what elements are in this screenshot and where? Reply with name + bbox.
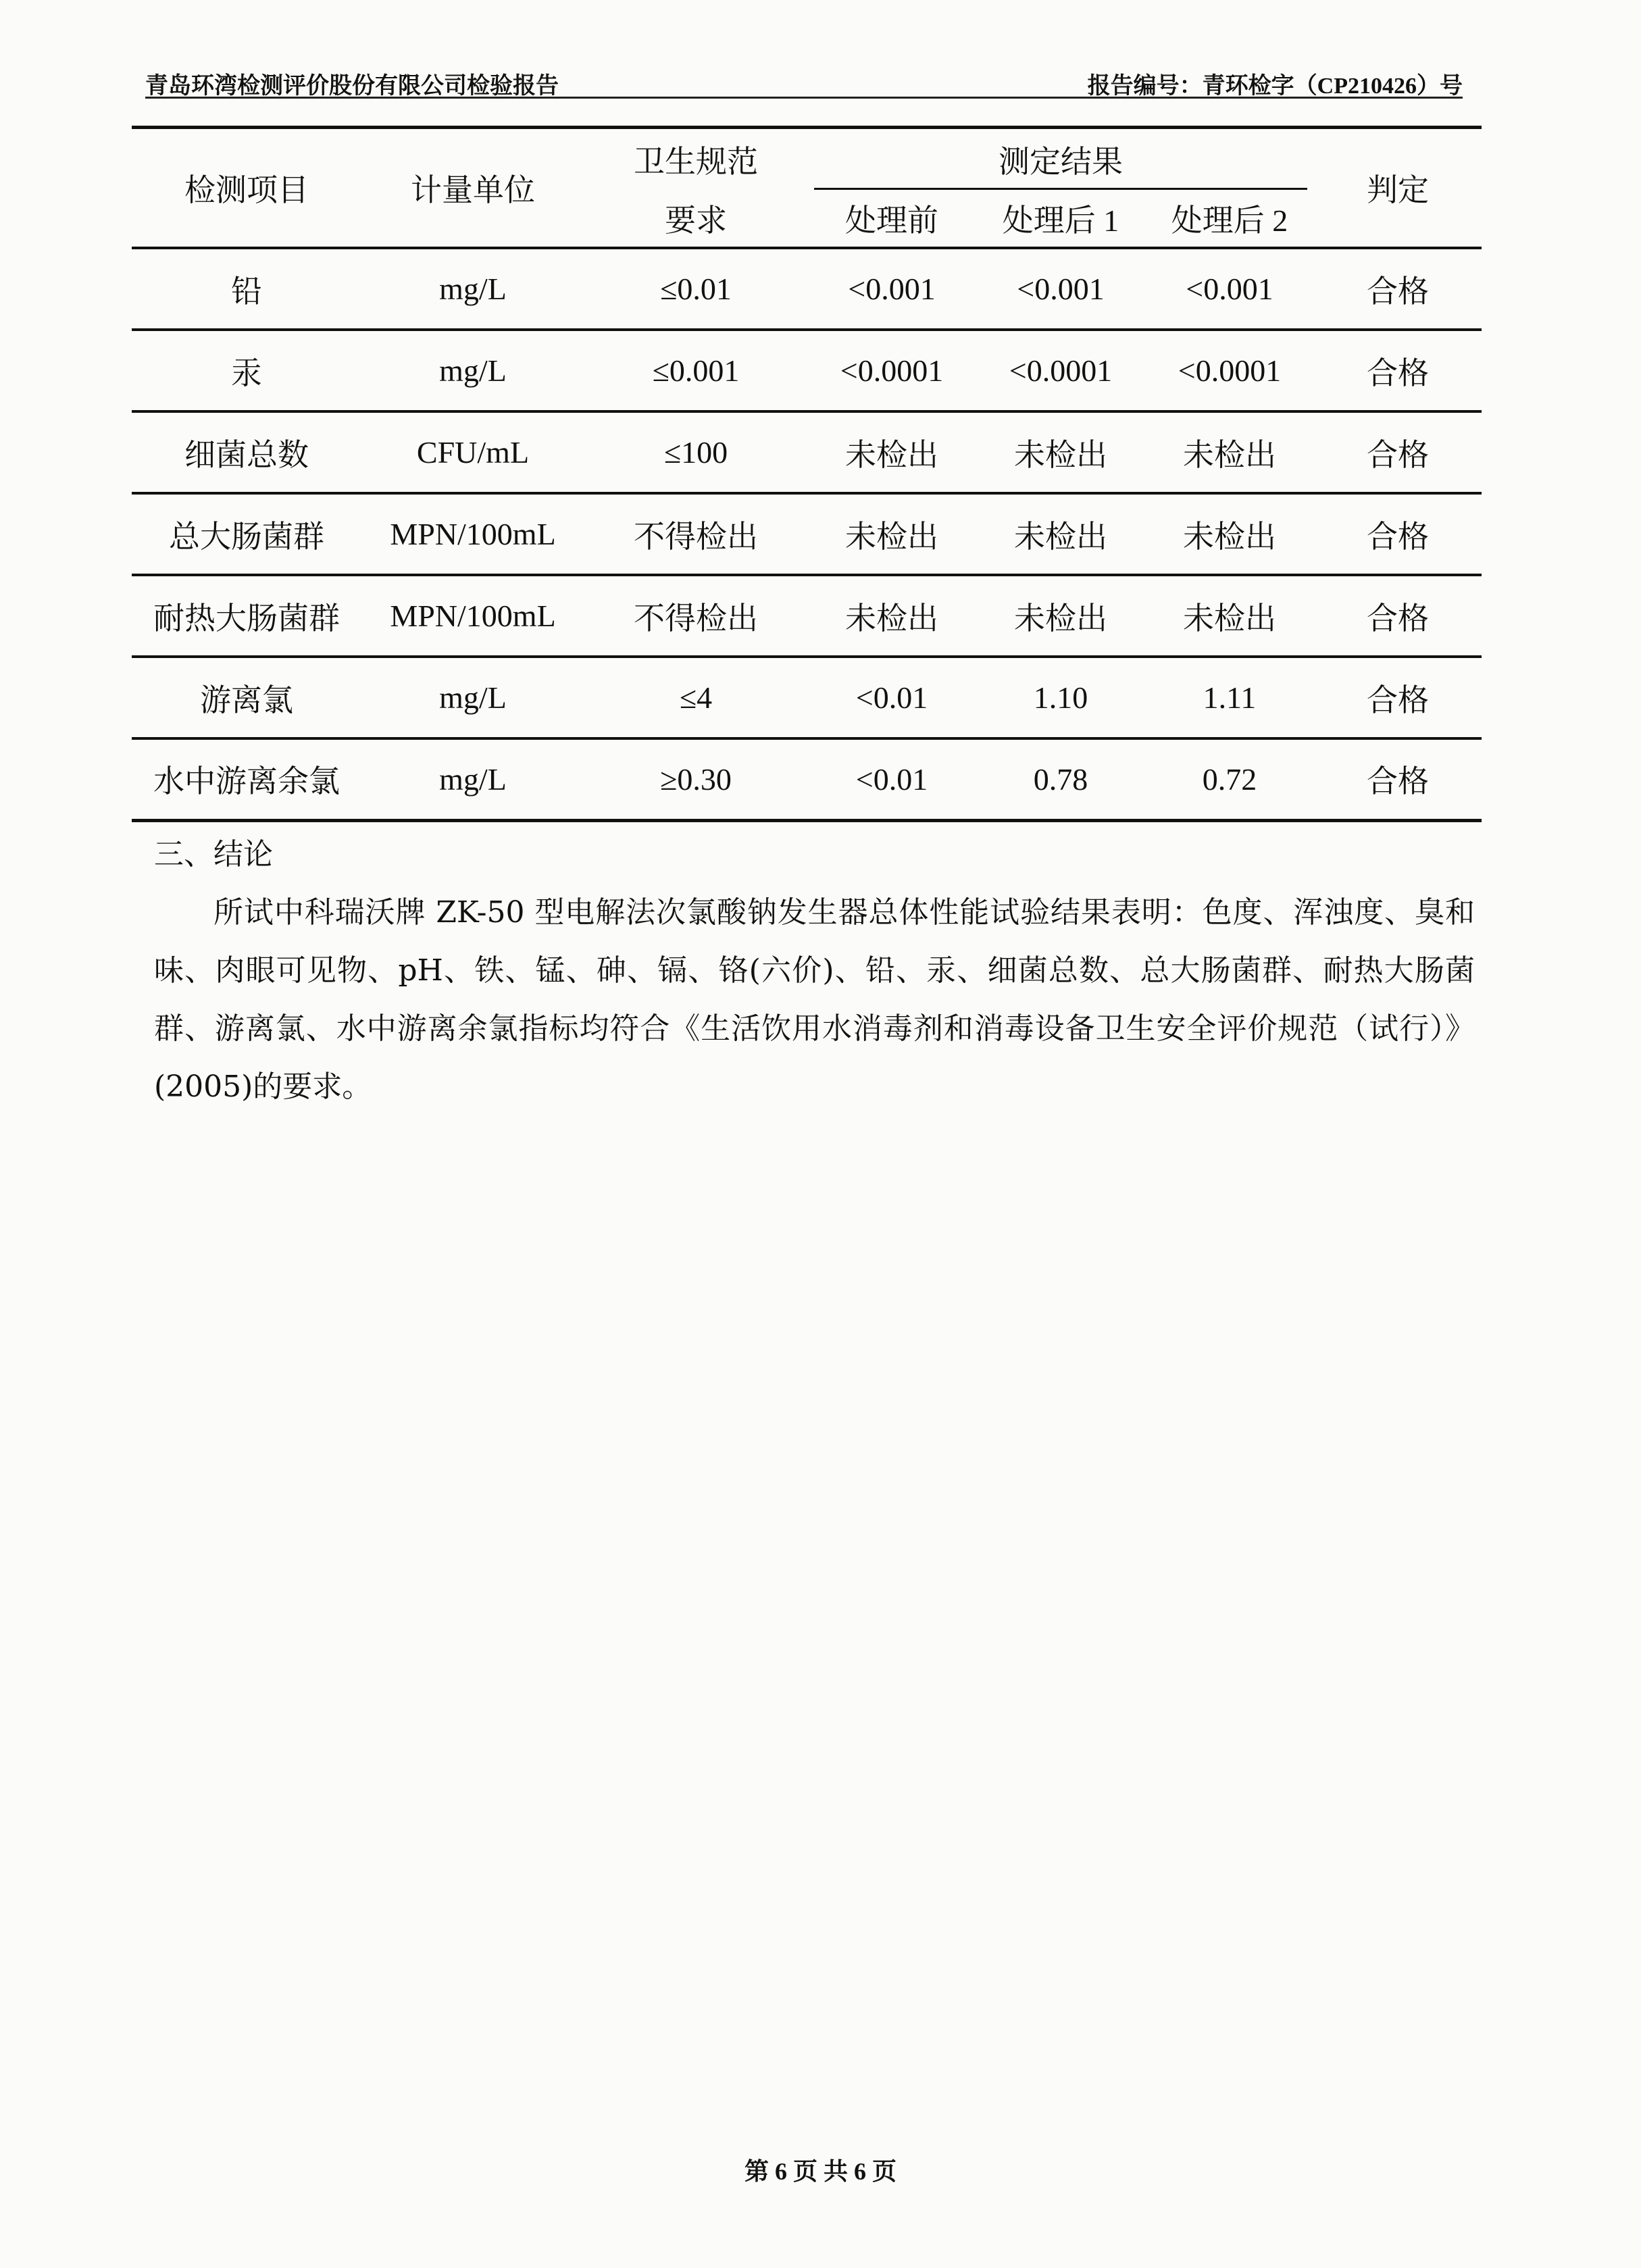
- header-standard-line2: 要求: [665, 203, 727, 238]
- cell-after1: 未检出: [1014, 601, 1107, 636]
- cell-unit: mg/L: [439, 761, 507, 797]
- table-row: [132, 575, 1482, 657]
- table-row: [132, 248, 1482, 330]
- cell-before: <0.01: [855, 761, 928, 797]
- cell-after1: <0.0001: [1009, 353, 1113, 388]
- page-number: 第 6 页 共 6 页: [744, 2158, 897, 2185]
- cell-item: 游离氯: [200, 682, 293, 717]
- header-verdict: 判定: [1367, 173, 1429, 207]
- cell-verdict: 合格: [1367, 519, 1429, 554]
- cell-item: 总大肠菌群: [169, 519, 324, 554]
- results-table-container: [132, 126, 1482, 822]
- table-row: [132, 657, 1482, 738]
- cell-after2: 0.72: [1202, 761, 1257, 797]
- cell-after1: 0.78: [1033, 761, 1088, 797]
- cell-unit: mg/L: [439, 272, 507, 306]
- cell-verdict: 合格: [1367, 764, 1429, 799]
- cell-before: 未检出: [845, 601, 938, 636]
- table-row: [132, 411, 1482, 493]
- cell-standard: 不得检出: [634, 519, 758, 554]
- cell-unit: MPN/100mL: [390, 599, 556, 633]
- cell-item: 水中游离余氯: [153, 764, 340, 799]
- cell-verdict: 合格: [1367, 601, 1429, 636]
- report-number: 报告编号：青环检字（CP210426）号: [1087, 74, 1463, 99]
- cell-after2: 未检出: [1183, 519, 1276, 554]
- cell-standard: ≥0.30: [660, 761, 732, 797]
- conclusion-text: 所试中科瑞沃牌 ZK-50 型电解法次氯酸钠发生器总体性能试验结果表明：色度、浑浊度、臭和味、肉眼可见物、pH、铁、锰、砷、镉、铬(六价)、铅、汞、细菌总数、总大肠菌群、耐热大肠菌群、游离氯、水中游离余氯指标均符合《生活饮用水消毒剂和消毒设备卫生安全评价规范（试行）》(2005)的要求。: [154, 895, 1475, 1104]
- header-unit: 计量单位: [411, 173, 535, 207]
- cell-before: 未检出: [845, 437, 938, 472]
- cell-item: 汞: [231, 355, 262, 390]
- cell-after1: 未检出: [1014, 519, 1107, 554]
- header-before: 处理前: [845, 203, 938, 238]
- cell-before: 未检出: [845, 519, 938, 554]
- conclusion-title: 三、结论: [154, 837, 273, 872]
- cell-after2: 未检出: [1183, 437, 1276, 472]
- cell-item: 铅: [231, 274, 262, 309]
- cell-unit: MPN/100mL: [390, 517, 556, 551]
- header-after1: 处理后 1: [1002, 203, 1119, 238]
- cell-standard: ≤0.001: [652, 353, 740, 388]
- header-after2: 处理后 2: [1171, 203, 1288, 238]
- page-header: [145, 64, 1463, 99]
- company-report-title: 青岛环湾检测评价股份有限公司检验报告: [145, 74, 559, 99]
- table-row: [132, 738, 1482, 820]
- cell-verdict: 合格: [1367, 355, 1429, 390]
- cell-standard: 不得检出: [634, 601, 758, 636]
- cell-after1: 未检出: [1014, 437, 1107, 472]
- header-result-group: 测定结果: [807, 128, 1314, 191]
- cell-before: <0.01: [855, 680, 928, 715]
- header-standard-line1: 卫生规范: [634, 145, 758, 179]
- cell-standard: ≤0.01: [660, 272, 732, 306]
- cell-after1: <0.001: [1017, 272, 1105, 306]
- cell-item: 细菌总数: [184, 437, 309, 472]
- cell-unit: CFU/mL: [416, 435, 530, 470]
- cell-verdict: 合格: [1367, 274, 1429, 309]
- cell-verdict: 合格: [1367, 437, 1429, 472]
- cell-standard: ≤100: [663, 435, 728, 470]
- cell-before: <0.0001: [840, 353, 944, 388]
- cell-unit: mg/L: [439, 353, 507, 388]
- table-row: [132, 493, 1482, 575]
- cell-item: 耐热大肠菌群: [153, 601, 340, 636]
- cell-after2: <0.001: [1186, 272, 1273, 306]
- cell-after2: 1.11: [1203, 680, 1257, 715]
- conclusion-section: [154, 826, 1475, 1116]
- results-table: [132, 126, 1482, 822]
- table-row: [132, 330, 1482, 411]
- cell-before: <0.001: [848, 272, 936, 306]
- cell-standard: ≤4: [679, 680, 713, 715]
- cell-verdict: 合格: [1367, 682, 1429, 717]
- cell-after2: 未检出: [1183, 601, 1276, 636]
- cell-after1: 1.10: [1033, 680, 1088, 715]
- cell-after2: <0.0001: [1178, 353, 1282, 388]
- header-item: 检测项目: [184, 173, 309, 207]
- cell-unit: mg/L: [439, 680, 507, 715]
